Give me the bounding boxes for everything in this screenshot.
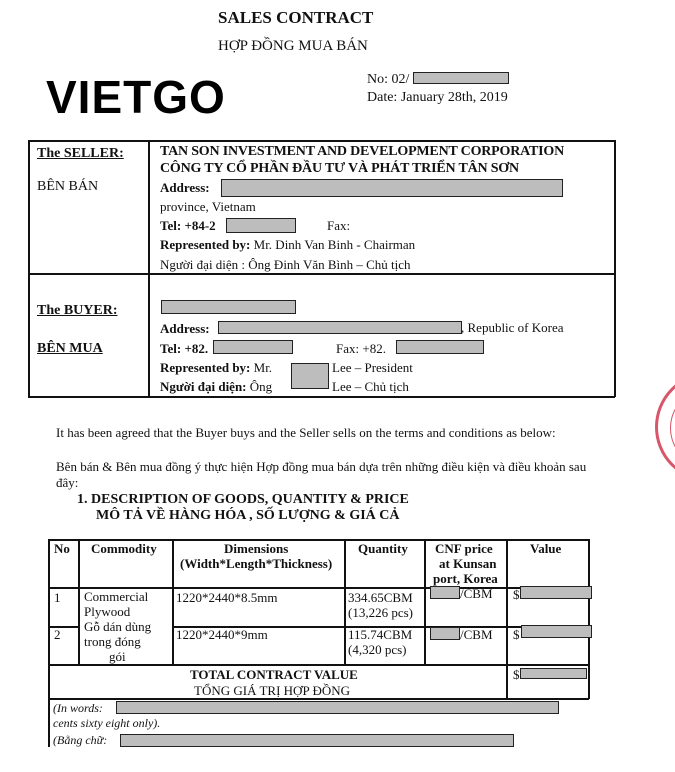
col-header-dimensions-detail: (Width*Length*Thickness) <box>180 556 333 571</box>
seller-fax: Fax: <box>327 218 351 233</box>
seller-address-line2: province, Vietnam <box>160 199 256 214</box>
contract-date: Date: January 28th, 2019 <box>367 90 508 105</box>
col-header-commodity: Commodity <box>91 541 157 556</box>
vietgo-logo: VIETGO <box>46 71 226 123</box>
buyer-represented-prefix: Mr. <box>253 360 273 375</box>
commodity-line: Gỗ dán dùng <box>84 619 152 634</box>
row-pieces: (4,320 pcs) <box>348 642 407 657</box>
row-value-prefix: $ <box>513 587 520 602</box>
row-pieces: (13,226 pcs) <box>348 605 413 620</box>
total-label: TOTAL CONTRACT VALUE <box>190 667 358 682</box>
buyer-represented-vn-suffix: Lee – Chủ tịch <box>332 379 409 394</box>
redacted-price <box>430 627 460 640</box>
redacted-total-value <box>520 668 587 679</box>
redacted-price <box>430 586 460 599</box>
in-words-vn-label: (Bằng chữ: <box>53 733 108 747</box>
contract-number: No: 02/ <box>367 72 410 87</box>
col-header-price-country: port, Korea <box>433 571 498 586</box>
intro-vn: Bên bán & Bên mua đồng ý thực hiện Hợp đồng mua bán dựa trên những điều kiện và điều khoản sau đây: <box>56 459 587 490</box>
contract-subtitle-vn: HỢP ĐỒNG MUA BÁN <box>218 38 368 54</box>
redacted-in-words-vn <box>120 734 514 747</box>
seller-represented-label: Represented by: <box>160 237 251 252</box>
col-header-price: CNF price <box>435 541 493 556</box>
redacted-value <box>521 625 592 638</box>
buyer-represented-vn-name: Ông <box>249 379 273 394</box>
buyer-label: The BUYER: <box>37 303 118 318</box>
commodity-line: Plywood <box>84 604 131 619</box>
total-value-prefix: $ <box>513 667 520 682</box>
buyer-represented-label: Represented by: <box>160 360 251 375</box>
buyer-represented-vn-label: Người đại diện: <box>160 379 247 394</box>
col-header-value: Value <box>530 541 562 556</box>
redacted-contract-number <box>413 72 509 84</box>
row-price-unit: /CBM <box>460 586 493 601</box>
redacted-buyer-representative <box>291 363 329 389</box>
redacted-seller-tel <box>226 218 296 233</box>
redacted-buyer-tel <box>213 340 293 354</box>
seller-label: The SELLER: <box>37 146 124 161</box>
buyer-represented-suffix: Lee – President <box>332 360 413 375</box>
row-no: 1 <box>54 590 61 605</box>
intro-en: It has been agreed that the Buyer buys and the Seller sells on the terms and conditions as below: <box>56 425 556 440</box>
col-header-no: No <box>54 541 70 556</box>
col-header-dimensions: Dimensions <box>224 541 289 556</box>
row-dimensions: 1220*2440*9mm <box>176 627 268 642</box>
row-dimensions: 1220*2440*8.5mm <box>176 590 278 605</box>
seller-label-vn: BÊN BÁN <box>37 179 99 194</box>
total-label-vn: TỔNG GIÁ TRỊ HỢP ĐỒNG <box>194 683 350 698</box>
row-value-prefix: $ <box>513 627 520 642</box>
seller-represented: Mr. Dinh Van Binh - Chairman <box>253 237 416 252</box>
in-words-line2: cents sixty eight only). <box>53 716 161 730</box>
buyer-tel: Tel: +82. <box>160 341 209 356</box>
section1-title-vn: MÔ TẢ VỀ HÀNG HÓA , SỐ LƯỢNG & GIÁ CẢ <box>96 508 400 523</box>
row-price-unit: /CBM <box>460 627 493 642</box>
redacted-value <box>520 586 592 599</box>
redacted-buyer-name <box>161 300 296 314</box>
commodity-line: Commercial <box>84 589 149 604</box>
commodity-line: trong đóng <box>84 634 141 649</box>
buyer-label-vn: BÊN MUA <box>37 341 103 356</box>
seller-represented-vn: Người đại diện : Ông Đinh Văn Bình – Chủ tịch <box>160 257 411 272</box>
col-header-quantity: Quantity <box>358 541 408 556</box>
redacted-in-words <box>116 701 559 714</box>
buyer-address-label: Address: <box>160 321 210 336</box>
buyer-address-suffix: , Republic of Korea <box>461 320 564 335</box>
row-quantity: 334.65CBM <box>348 590 413 605</box>
seller-tel: Tel: +84-2 <box>160 218 216 233</box>
section1-title: 1. DESCRIPTION OF GOODS, QUANTITY & PRICE <box>77 492 409 507</box>
in-words-label: (In words: <box>53 701 103 715</box>
row-quantity: 115.74CBM <box>348 627 413 642</box>
contract-title: SALES CONTRACT <box>218 8 374 27</box>
seller-name: TAN SON INVESTMENT AND DEVELOPMENT CORPORATION <box>160 144 564 159</box>
col-header-price-port: at Kunsan <box>439 556 497 571</box>
buyer-fax: Fax: +82. <box>336 341 386 356</box>
seller-name-vn: CÔNG TY CỔ PHẦN ĐẦU TƯ VÀ PHÁT TRIỂN TÂN SƠN <box>160 161 519 176</box>
redacted-seller-address <box>221 179 563 197</box>
row-no: 2 <box>54 627 61 642</box>
commodity-cell <box>84 589 172 664</box>
redacted-buyer-fax <box>396 340 484 354</box>
redacted-buyer-address <box>218 321 462 334</box>
commodity-line: gói <box>109 649 126 664</box>
seller-address-label: Address: <box>160 180 210 195</box>
